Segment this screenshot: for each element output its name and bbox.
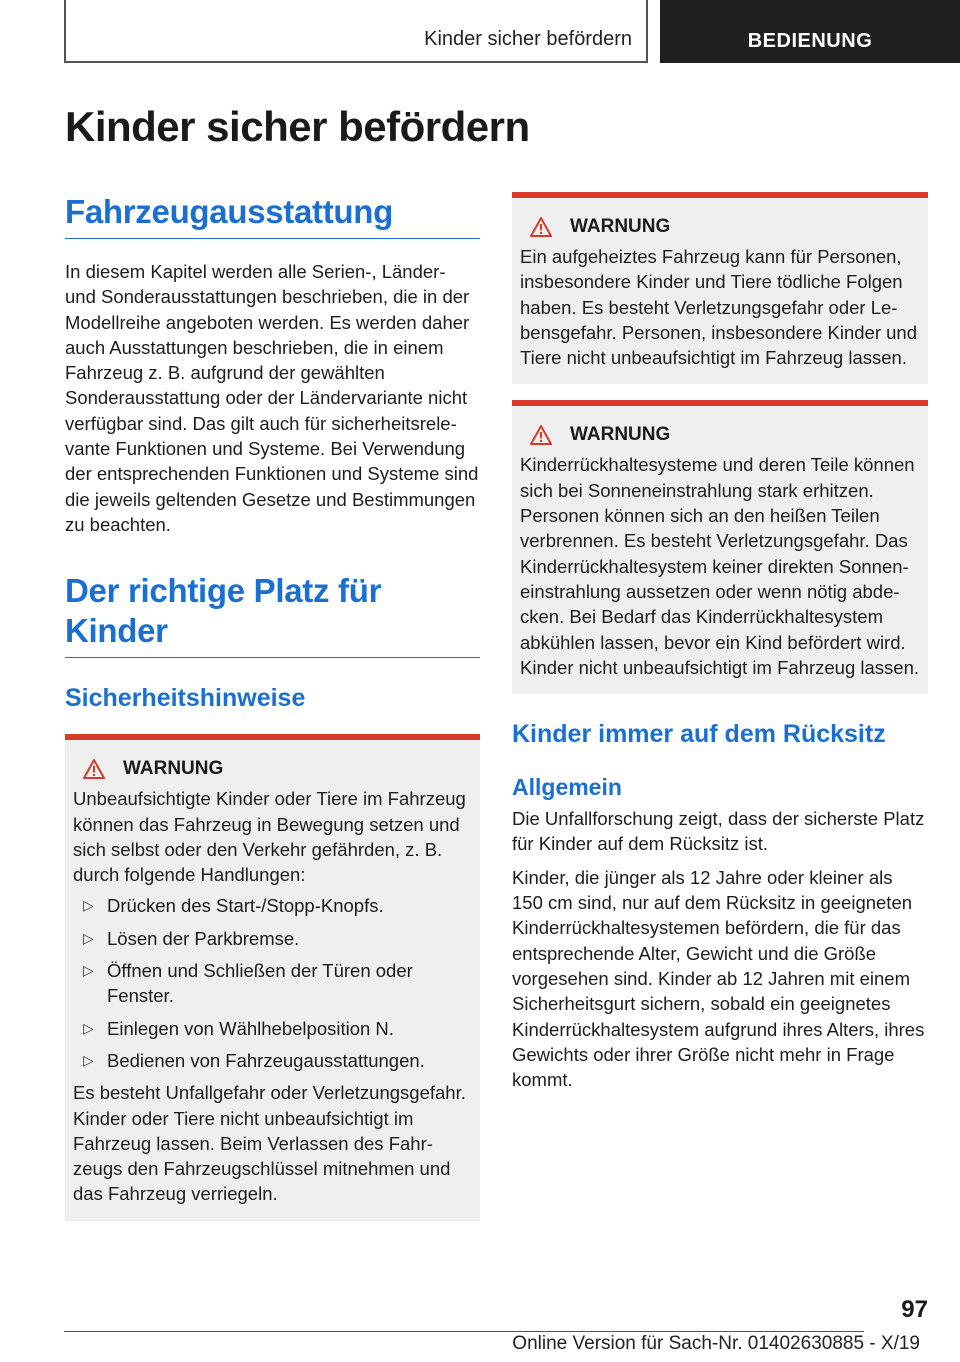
warning-box-unbeaufsichtigt: [65, 734, 480, 1220]
intro-paragraph: In diesem Kapitel werden alle Serien-, Länder- und Sonderausstattungen beschrieben, die in der Modellreihe angeboten werden. Es werden daher auch Ausstattungen beschrieben, die in einem Fahrzeug z. B. aufgrund der gewählten Sonderausstattung oder der Ländervariante nicht verfügbar sind. Das gilt auch für sicherheitsrelevante Funktionen und Systeme. Bei Verwendung der entsprechenden Funktionen und Systeme sind die jeweils geltenden Gesetze und Bestimmungen zu beachten.: [65, 261, 479, 535]
paragraph-unfallforschung: Die Unfallforschung zeigt, dass der sicherste Platz für Kinder auf dem Rücksitz ist.: [512, 808, 925, 855]
section-heading-fahrzeugausstattung: Fahrzeugausstattung: [65, 192, 480, 239]
section-tab: BEDIENUNG: [660, 0, 960, 63]
warning-header: [73, 758, 472, 780]
subsection-heading-ruecksitz: Kinder immer auf dem Rücksitz: [512, 720, 886, 749]
bullet-triangle-icon: ▷: [83, 1051, 94, 1068]
right-column: [512, 192, 928, 1092]
bullet-triangle-icon: ▷: [83, 962, 94, 979]
warning-bullet-list: [73, 893, 472, 1073]
running-header: [64, 0, 648, 63]
warning-text: Kinderrückhaltesysteme und deren Teile können sich bei Sonneneinstrahlung stark erhitzen. Personen können sich an den heißen Teilen verbrennen. Es besteht Verletzungsgefahr. Das Kinderrückhaltesystem keiner direkten Sonneneinstrahlung aussetzen oder wenn nötig abdecken. Bei Bedarf das Kinderrückhaltesystem abkühlen lassen, bevor ein Kind befördert wird. Kinder nicht unbeaufsichtigt im Fahrzeug lassen.: [520, 454, 919, 678]
warning-label: WARNUNG: [123, 758, 224, 780]
bullet-triangle-icon: ▷: [83, 1019, 94, 1036]
subsection-heading-sicherheitshinweise: Sicherheitshinweise: [65, 684, 306, 713]
warning-box-sonneneinstrahlung: [512, 400, 928, 694]
warning-triangle-icon: [530, 217, 552, 237]
list-item: ▷ Bedienen von Fahrzeugausstattungen.: [73, 1048, 472, 1073]
list-item: ▷ Lösen der Parkbremse.: [73, 926, 472, 951]
warning-box-aufgeheizt: [512, 192, 928, 384]
page-title: Kinder sicher befördern: [65, 103, 530, 150]
page-number: 97: [901, 1296, 928, 1323]
left-column: [65, 192, 480, 1221]
warning-label: WARNUNG: [570, 216, 671, 237]
list-item: ▷ Einlegen von Wählhebelposition N.: [73, 1016, 472, 1041]
footer-divider: [64, 1331, 864, 1332]
list-item: ▷ Drücken des Start-/Stopp-Knopfs.: [73, 893, 472, 918]
list-item: ▷ Öffnen und Schließen der Türen oder Fenster.: [83, 960, 413, 1007]
section-heading-platz: Der richtige Platz für Kinder: [65, 571, 480, 658]
running-title: Kinder sicher befördern: [424, 28, 632, 50]
warning-header: [520, 216, 920, 238]
sub-subheading-allgemein: Allgemein: [512, 774, 622, 801]
paragraph-kinder-regeln: Kinder, die jünger als 12 Jahre oder kleiner als 150 cm sind, nur auf dem Rücksitz in geeigneten Kinderrückhaltesystemen befördern, die für das entsprechende Alter, Gewicht und die Größe vorgesehen sind. Kinder ab 12 Jahren mit einem Sicherheitsgurt sichern, sobald ein geeignetes Kinderrückhaltesystem aufgrund ihres Alters, ihres Gewichts oder ihrer Größe nicht mehr in Frage kommt.: [512, 866, 925, 1091]
bullet-triangle-icon: ▷: [83, 897, 94, 914]
warning-intro: Unbeaufsichtigte Kinder oder Tiere im Fahrzeug können das Fahrzeug in Bewegung setzen und sich selbst oder den Verkehr gefährden, z. B. durch folgende Handlungen:: [73, 788, 466, 886]
warning-outro: Es besteht Unfallgefahr oder Verletzungsgefahr. Kinder oder Tiere nicht unbeaufsichtigt im Fahrzeug lassen. Beim Verlassen des Fahrzeugs den Fahrzeugschlüssel mitnehmen und das Fahrzeug verriegeln.: [73, 1082, 466, 1205]
bullet-triangle-icon: ▷: [83, 929, 94, 946]
warning-header: [520, 424, 920, 446]
warning-text: Ein aufgeheiztes Fahrzeug kann für Personen, insbesondere Kinder und Tiere tödliche Folgen haben. Es besteht Verletzungsgefahr oder Lebensgefahr. Personen, insbesondere Kinder und Tiere nicht unbeaufsichtigt im Fahrzeug lassen.: [520, 246, 918, 369]
warning-triangle-icon: [83, 759, 105, 779]
warning-triangle-icon: [530, 425, 552, 445]
footer-online-version: Online Version für Sach-Nr. 01402630885 - X/19: [512, 1333, 920, 1354]
warning-label: WARNUNG: [570, 424, 671, 446]
